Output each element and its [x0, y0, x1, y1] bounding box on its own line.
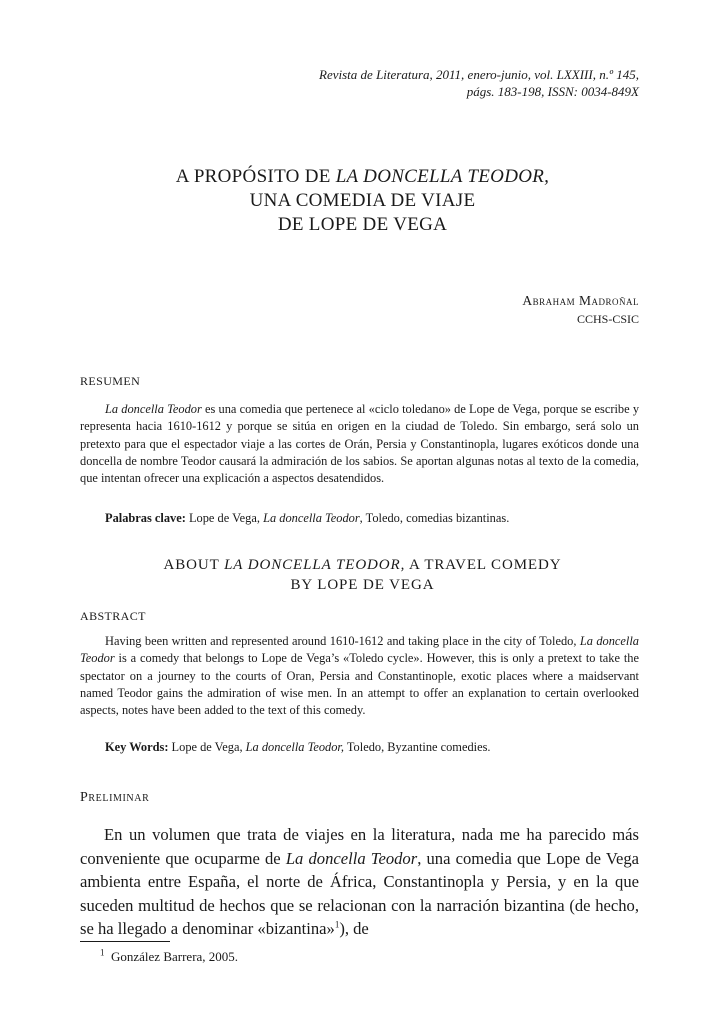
title-line-3: DE LOPE DE VEGA: [277, 214, 448, 235]
title-line-1-italic: LA DONCELLA TEODOR,: [335, 166, 550, 187]
palabras-clave-italic: La doncella Teodor: [263, 511, 360, 525]
abstract-text-a: Having been written and represented around 1610-1612 and taking place in the city of Toledo,: [105, 634, 580, 648]
resumen-text: [80, 401, 639, 487]
title-line-1: [0, 165, 725, 189]
body-italic: La doncella Teodor: [285, 848, 418, 868]
body-paragraph: [80, 823, 639, 941]
footnote-text: González Barrera, 2005.: [111, 949, 239, 964]
resumen-label: RESUMEN: [80, 374, 141, 388]
english-title-line-1: [0, 555, 725, 575]
palabras-clave-text-a: Lope de Vega,: [185, 511, 264, 525]
body-text-c: ), de: [339, 919, 369, 938]
palabras-clave-text-b: , Toledo, comedias bizantinas.: [359, 511, 510, 525]
section-heading-preliminar: Preliminar: [80, 790, 150, 805]
palabras-clave-label: Palabras clave:: [105, 511, 186, 525]
title-line-2: UNA COMEDIA DE VIAJE: [249, 190, 476, 211]
key-words-text-b: Toledo, Byzantine comedies.: [343, 740, 491, 754]
english-title-c: A TRAVEL COMEDY: [405, 557, 562, 573]
abstract-text: [80, 633, 639, 719]
author-name: Abraham Madroñal: [522, 293, 639, 308]
footnote-number: 1: [100, 947, 105, 958]
abstract-label: ABSTRACT: [80, 609, 146, 623]
english-title-a: ABOUT: [163, 557, 225, 573]
author-affiliation: CCHS-CSIC: [576, 312, 639, 326]
key-words-text-a: Lope de Vega,: [168, 740, 246, 754]
abstract-text-b: is a comedy that belongs to Lope de Vega’s «Toledo cycle». However, this is only a pretext to take the spectator on a journey to the courts of Oran, Persia and Constantinople, exotic places where a maidservant named Teodor gains the admiration of wise men. In an attempt to offer an explanation to certain overlooked aspects, notes have been added to the text of this comedy.: [80, 651, 639, 718]
resumen-italic-title: La doncella Teodor: [105, 402, 202, 416]
journal-line-1: Revista de Literatura, 2011, enero-junio, vol. LXXIII, n.º 145,: [319, 67, 639, 82]
resumen-body: es una comedia que pertenece al «ciclo toledano» de Lope de Vega, porque se escribe y representa hacia 1610-1612 y porque se sitúa en origen en la ciudad de Toledo. Sin embargo, será solo un pretexto para que el espectador viaje a las cortes de Orán, Persia y Constantinopla, lugares exóticos donde una doncella de nombre Teodor causará la admiración de los sabios. Se aportan algunas notas al texto de la comedia, que intentan ofrecer una explicación a aspectos desatendidos.: [80, 402, 640, 486]
key-words: [105, 739, 491, 756]
body-text-b: , una comedia que Lope de Vega ambienta entre España, el norte de África, Constantinopla y Persia, y en la que suceden multitud de hechos que se relacionan con la narración bizantina (de hecho, se ha llegado a denominar «bizantina»: [80, 848, 639, 938]
english-title-line-2: BY LOPE DE VEGA: [290, 577, 435, 593]
footnote: [100, 948, 238, 965]
article-title: [0, 165, 725, 237]
english-title-italic: LA DONCELLA TEODOR,: [224, 557, 406, 573]
key-words-italic: La doncella Teodor,: [245, 740, 344, 754]
abstract-italic: La doncella Teodor: [80, 634, 639, 666]
title-line-1-roman: A PROPÓSITO DE: [175, 166, 336, 187]
english-title: [0, 555, 725, 595]
footnote-reference[interactable]: 1: [334, 919, 340, 930]
palabras-clave: [105, 510, 509, 527]
journal-line-2: págs. 183-198, ISSN: 0034-849X: [466, 84, 639, 99]
journal-citation: [319, 66, 639, 100]
key-words-label: Key Words:: [105, 740, 169, 754]
author-block: [522, 292, 639, 328]
body-text-a: En un volumen que trata de viajes en la literatura, nada me ha parecido más conveniente que ocuparme de: [80, 825, 639, 868]
footnote-divider: [80, 941, 170, 942]
